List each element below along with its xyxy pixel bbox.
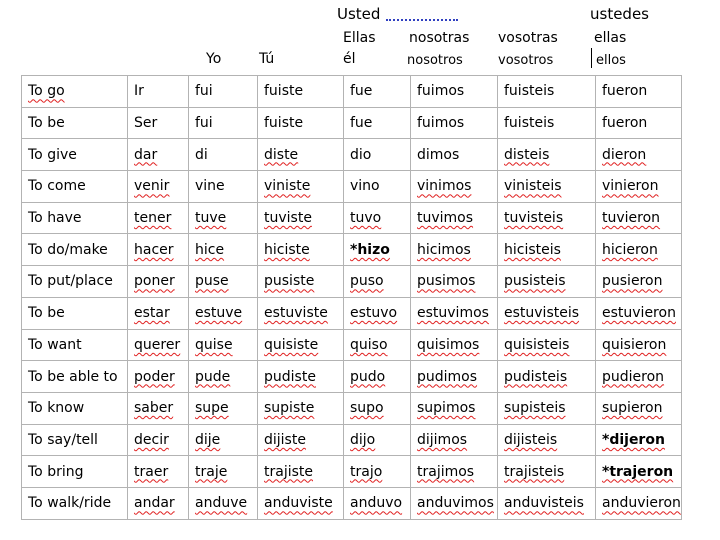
cell-tu [258,266,344,298]
nosotros-text: anduvimos [417,495,494,512]
cell-yo [189,297,258,329]
cell-nosotros [411,487,498,519]
cell-el [344,266,411,298]
cell-yo [189,202,258,234]
cell-el [344,456,411,488]
table-row [22,392,682,424]
cell-english [22,456,128,488]
nosotros-text: dimos [417,146,460,163]
cell-yo [189,76,258,108]
cell-el [344,487,411,519]
cell-el [344,171,411,203]
cell-english [22,171,128,203]
cell-nosotros [411,171,498,203]
el-text: tuvo [350,210,382,227]
cell-infinitive [128,76,189,108]
yo-text: fui [195,115,213,132]
table-body [22,76,682,520]
ellos-text: pudieron [602,368,665,385]
cell-infinitive [128,456,189,488]
yo-text: supe [195,400,229,417]
vosotros-text: quisisteis [504,336,570,353]
nosotros-text: vinimos [417,178,472,195]
cell-nosotros [411,202,498,234]
yo-text: anduve [195,495,248,512]
nosotros-text: fuimos [417,83,465,100]
cell-english [22,392,128,424]
cell-tu [258,297,344,329]
tu-text: pusiste [264,273,315,290]
cell-el [344,234,411,266]
cell-yo [189,266,258,298]
cell-infinitive [128,392,189,424]
yo-text: fui [195,83,213,100]
vosotros-text: hicisteis [504,241,561,258]
cell-vosotros [498,297,596,329]
el-text: trajo [350,463,383,480]
cell-vosotros [498,171,596,203]
cell-el [344,202,411,234]
cell-ellos [596,329,682,361]
infinitive-text: querer [134,336,181,353]
cell-nosotros [411,361,498,393]
cell-english [22,76,128,108]
conjugation-table [21,75,682,520]
cell-infinitive [128,424,189,456]
cell-yo [189,424,258,456]
english-text: To do/make [28,241,108,258]
ellos-text: *trajeron [602,463,674,480]
cell-vosotros [498,487,596,519]
cell-el [344,297,411,329]
cell-tu [258,139,344,171]
english-text: To be able to [28,368,118,385]
yo-text: vine [195,178,225,195]
tu-text: fuiste [264,83,304,100]
cell-nosotros [411,107,498,139]
yo-text: dije [195,431,221,448]
cell-el [344,392,411,424]
cell-english [22,266,128,298]
cell-ellos [596,424,682,456]
el-text: puso [350,273,384,290]
ellos-text: fueron [602,83,648,100]
table-row [22,329,682,361]
english-text: To know [28,400,85,417]
cell-vosotros [498,202,596,234]
yo-text: hice [195,241,225,258]
tu-text: hiciste [264,241,310,258]
cell-yo [189,361,258,393]
cell-tu [258,329,344,361]
cell-el [344,139,411,171]
cell-ellos [596,107,682,139]
cell-infinitive [128,297,189,329]
header-nosotros: nosotros [407,53,463,68]
cell-infinitive [128,107,189,139]
cell-ellos [596,139,682,171]
cell-tu [258,107,344,139]
cell-nosotros [411,424,498,456]
vosotros-text: pudisteis [504,368,568,385]
ellos-text: estuvieron [602,305,676,322]
el-text: *hizo [350,241,390,258]
cell-english [22,107,128,139]
cell-vosotros [498,107,596,139]
el-text: pudo [350,368,386,385]
yo-text: tuve [195,210,227,227]
cell-ellos [596,361,682,393]
cell-infinitive [128,139,189,171]
el-text: dijo [350,431,376,448]
header-ellas-left: Ellas [343,30,376,46]
table-row [22,487,682,519]
table-row [22,266,682,298]
el-text: supo [350,400,384,417]
cell-tu [258,76,344,108]
header-yo: Yo [206,51,222,67]
cell-nosotros [411,297,498,329]
header-ustedes: ustedes [590,5,649,23]
cell-tu [258,171,344,203]
cell-english [22,424,128,456]
cell-yo [189,487,258,519]
vosotros-text: fuisteis [504,83,555,100]
nosotros-text: pusimos [417,273,476,290]
cell-vosotros [498,139,596,171]
ellos-text: *dijeron [602,431,665,448]
el-text: vino [350,178,380,195]
tu-text: viniste [264,178,311,195]
cell-vosotros [498,392,596,424]
vosotros-text: pusisteis [504,273,566,290]
english-text: To walk/ride [28,495,112,512]
header-el: él [343,51,356,67]
tu-text: pudiste [264,368,316,385]
tu-text: anduviste [264,495,333,512]
ellos-text: pusieron [602,273,663,290]
cell-ellos [596,487,682,519]
cell-nosotros [411,266,498,298]
table-row [22,361,682,393]
header-ellos-divider [591,48,592,68]
english-text: To put/place [28,273,113,290]
infinitive-text: decir [134,431,169,448]
vosotros-text: tuvisteis [504,210,564,227]
tu-text: trajiste [264,463,313,480]
vosotros-text: trajisteis [504,463,565,480]
cell-vosotros [498,234,596,266]
english-text: To be [28,115,65,132]
nosotros-text: trajimos [417,463,475,480]
cell-tu [258,202,344,234]
cell-ellos [596,392,682,424]
table-row [22,456,682,488]
yo-text: pude [195,368,231,385]
cell-nosotros [411,234,498,266]
nosotros-text: dijimos [417,431,468,448]
header-tu: Tú [259,51,275,67]
tu-text: supiste [264,400,315,417]
infinitive-text: Ir [134,83,144,100]
tu-text: dijiste [264,431,306,448]
ellos-text: vinieron [602,178,659,195]
header-usted: Usted [337,5,381,23]
cell-tu [258,424,344,456]
tu-text: quisiste [264,336,319,353]
cell-infinitive [128,234,189,266]
nosotros-text: estuvimos [417,305,489,322]
cell-tu [258,456,344,488]
el-text: estuvo [350,305,398,322]
cell-tu [258,487,344,519]
tu-text: estuviste [264,305,328,322]
infinitive-text: poder [134,368,175,385]
cell-english [22,487,128,519]
el-text: fue [350,115,373,132]
cell-yo [189,234,258,266]
table-row [22,139,682,171]
ellos-text: tuvieron [602,210,661,227]
table-row [22,107,682,139]
cell-vosotros [498,266,596,298]
english-text: To come [28,178,86,195]
cell-el [344,329,411,361]
cell-english [22,297,128,329]
cell-infinitive [128,171,189,203]
ellos-text: fueron [602,115,648,132]
ellos-text: supieron [602,400,663,417]
cell-english [22,361,128,393]
nosotros-text: quisimos [417,336,480,353]
nosotros-text: hicimos [417,241,471,258]
cell-infinitive [128,202,189,234]
cell-infinitive [128,487,189,519]
cell-nosotros [411,456,498,488]
cell-ellos [596,456,682,488]
infinitive-text: Ser [134,115,158,132]
cell-ellos [596,266,682,298]
cell-yo [189,171,258,203]
cell-vosotros [498,424,596,456]
cell-ellos [596,202,682,234]
tu-text: diste [264,146,299,163]
ellos-text: hicieron [602,241,658,258]
header-ellos: ellos [596,53,626,68]
tu-text: fuiste [264,115,304,132]
cell-yo [189,329,258,361]
cell-vosotros [498,456,596,488]
vosotros-text: supisteis [504,400,566,417]
cell-nosotros [411,139,498,171]
cell-el [344,424,411,456]
ellos-text: quisieron [602,336,667,353]
infinitive-text: estar [134,305,170,322]
table-row [22,76,682,108]
cell-vosotros [498,76,596,108]
cell-yo [189,107,258,139]
nosotros-text: tuvimos [417,210,474,227]
nosotros-text: supimos [417,400,476,417]
cell-vosotros [498,329,596,361]
cell-el [344,107,411,139]
cell-yo [189,139,258,171]
cell-yo [189,392,258,424]
el-text: dio [350,146,372,163]
infinitive-text: hacer [134,241,174,258]
yo-text: estuve [195,305,243,322]
nosotros-text: fuimos [417,115,465,132]
infinitive-text: poner [134,273,175,290]
cell-el [344,361,411,393]
vosotros-text: fuisteis [504,115,555,132]
nosotros-text: pudimos [417,368,478,385]
vosotros-text: anduvisteis [504,495,584,512]
yo-text: quise [195,336,233,353]
infinitive-text: saber [134,400,174,417]
english-text: To have [28,210,82,227]
vosotros-text: estuvisteis [504,305,580,322]
english-text: To bring [28,463,84,480]
infinitive-text: dar [134,146,158,163]
ellos-text: anduvieron [602,495,681,512]
tu-text: tuviste [264,210,312,227]
cell-english [22,202,128,234]
yo-text: di [195,146,208,163]
infinitive-text: venir [134,178,170,195]
vosotros-text: dijisteis [504,431,558,448]
cell-ellos [596,234,682,266]
cell-infinitive [128,329,189,361]
vosotros-text: disteis [504,146,550,163]
table-row [22,171,682,203]
infinitive-text: andar [134,495,175,512]
cell-nosotros [411,392,498,424]
table-row [22,424,682,456]
el-text: fue [350,83,373,100]
infinitive-text: traer [134,463,169,480]
cell-english [22,234,128,266]
header-nosotras: nosotras [409,30,470,46]
header-blank-line [386,19,458,21]
infinitive-text: tener [134,210,172,227]
cell-yo [189,456,258,488]
el-text: quiso [350,336,388,353]
english-text: To go [28,83,65,100]
yo-text: puse [195,273,229,290]
header-vosotros: vosotros [498,53,554,68]
vosotros-text: vinisteis [504,178,562,195]
cell-ellos [596,297,682,329]
yo-text: traje [195,463,228,480]
header-vosotras: vosotras [498,30,558,46]
el-text: anduvo [350,495,403,512]
cell-ellos [596,76,682,108]
cell-el [344,76,411,108]
header-ellas-right: ellas [594,30,627,46]
cell-infinitive [128,361,189,393]
cell-tu [258,392,344,424]
cell-infinitive [128,266,189,298]
table-row [22,202,682,234]
cell-tu [258,361,344,393]
cell-nosotros [411,329,498,361]
english-text: To give [28,146,77,163]
cell-vosotros [498,361,596,393]
cell-nosotros [411,76,498,108]
table-row [22,234,682,266]
english-text: To want [28,336,82,353]
ellos-text: dieron [602,146,647,163]
english-text: To be [28,305,65,322]
cell-english [22,139,128,171]
cell-tu [258,234,344,266]
english-text: To say/tell [28,431,98,448]
cell-ellos [596,171,682,203]
cell-english [22,329,128,361]
table-row [22,297,682,329]
